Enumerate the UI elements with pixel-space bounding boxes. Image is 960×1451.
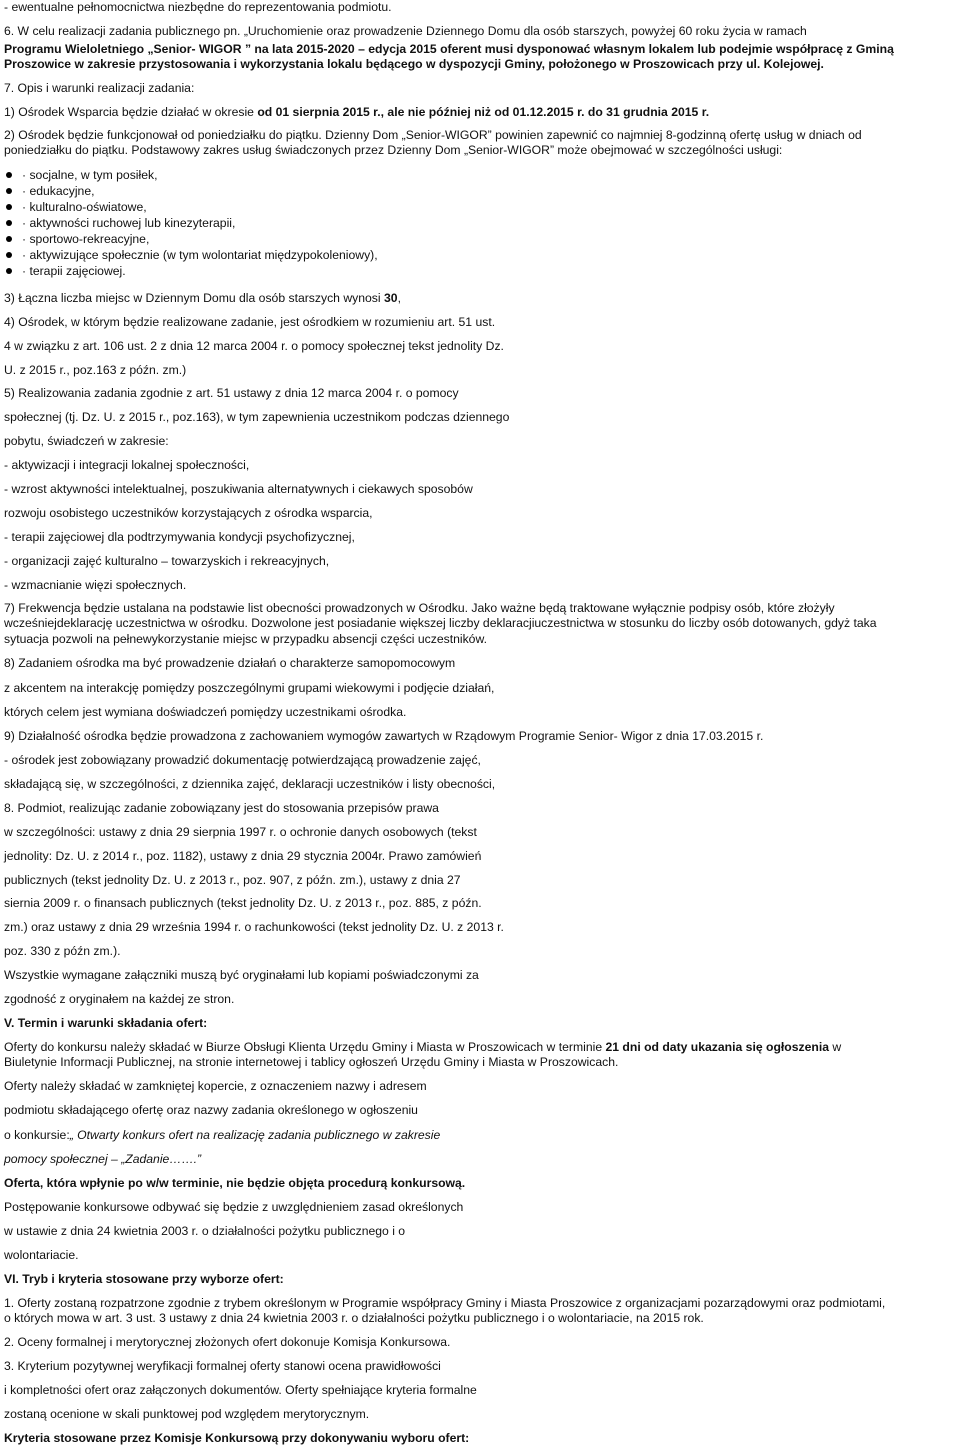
text-line: - ewentualne pełnomocnictwa niezbędne do reprezentowania podmiotu. <box>4 0 392 14</box>
text-line: zostaną ocenione w skali punktowej pod względem merytorycznym. <box>4 1407 370 1421</box>
text-line: o których mowa w art. 3 ust. 3 ustawy z dnia 24 kwietnia 2003 r. o działalności pożytku publicznego i o wolontariacie, na 2015 rok. <box>4 1311 704 1325</box>
text-line: - wzmacnianie więzi społecznych. <box>4 578 187 592</box>
text-run-bold: 21 dni od daty ukazania się ogłoszenia <box>605 1040 829 1054</box>
text-line: - aktywizacji i integracji lokalnej społeczności, <box>4 458 250 472</box>
text-run: Oferty do konkursu należy składać w Biurze Obsługi Klienta Urzędu Gminy i Miasta w Proszowicach w terminie <box>4 1040 606 1054</box>
text-line <box>4 1128 956 1142</box>
text-line: Kryteria stosowane przez Komisje Konkursową przy dokonywaniu wyboru ofert: <box>4 1431 470 1445</box>
text-line: w ustawie z dnia 24 kwietnia 2003 r. o działalności pożytku publicznego i o <box>4 1224 406 1238</box>
text-run-italic: „ Otwarty konkurs ofert na realizację zadania publicznego w zakresie <box>69 1128 441 1142</box>
text-line: składającą się, w szczególności, z dziennika zajęć, deklaracji uczestników i listy obecności, <box>4 777 496 791</box>
text-line: i kompletności ofert oraz załączonych dokumentów. Oferty spełniające kryteria formalne <box>4 1383 477 1397</box>
text-line: 7. Opis i warunki realizacji zadania: <box>4 81 195 95</box>
bullet-item: · aktywności ruchowej lub kinezyterapii, <box>22 216 236 230</box>
bullet-icon <box>6 220 12 226</box>
text-run-bold: 30 <box>384 291 398 305</box>
text-line <box>4 105 956 119</box>
text-line: Oferty należy składać w zamkniętej kopercie, z oznaczeniem nazwy i adresem <box>4 1079 427 1093</box>
text-run: 1) Ośrodek Wsparcia będzie działać w okresie <box>4 105 258 119</box>
bullet-icon <box>6 236 12 242</box>
text-line: 3. Kryterium pozytywnej weryfikacji formalnej oferty stanowi ocena prawidłowości <box>4 1359 441 1373</box>
bullet-icon <box>6 252 12 258</box>
text-run: w <box>828 1040 842 1054</box>
text-line: Postępowanie konkursowe odbywać się będzie z uwzględnieniem zasad określonych <box>4 1200 464 1214</box>
text-run: o konkursie: <box>4 1128 70 1142</box>
text-line: rozwoju osobistego uczestników korzystających z ośrodka wsparcia, <box>4 506 373 520</box>
text-line: 4) Ośrodek, w którym będzie realizowane zadanie, jest ośrodkiem w rozumieniu art. 51 ust. <box>4 315 496 329</box>
text-line: z akcentem na interakcję pomiędzy poszczególnymi grupami wiekowymi i podjęcie działań, <box>4 681 495 695</box>
text-line: 6. W celu realizacji zadania publicznego pn. „Uruchomienie oraz prowadzenie Dziennego Domu dla osób starszych, powyżej 60 roku życia w ramach <box>4 24 807 38</box>
text-line: w szczególności: ustawy z dnia 29 sierpnia 1997 r. o ochronie danych osobowych (tekst <box>4 825 477 839</box>
text-line: Proszowice w zakresie przystosowania i wykorzystania lokalu będącego w dyspozycji Gminy, położonego w Proszowicach przy ul. Kolejowej. <box>4 57 824 71</box>
text-line: publicznych (tekst jednolity Dz. U. z 2013 r., poz. 907, z późn. zm.), ustawy z dnia 27 <box>4 873 461 887</box>
text-line: pobytu, świadczeń w zakresie: <box>4 434 169 448</box>
text-line: których celem jest wymiana doświadczeń pomiędzy uczestnikami ośrodka. <box>4 705 407 719</box>
bullet-icon <box>6 188 12 194</box>
text-line: - terapii zajęciowej dla podtrzymywania kondycji psychofizycznej, <box>4 530 355 544</box>
text-line: 4 w związku z art. 106 ust. 2 z dnia 12 marca 2004 r. o pomocy społecznej tekst jednolity Dz. <box>4 339 504 353</box>
text-line: 9) Działalność ośrodka będzie prowadzona z zachowaniem wymogów zawartych w Rządowym Programie Senior- Wigor z dnia 17.03.2015 r. <box>4 729 764 743</box>
bullet-item: · terapii zajęciowej. <box>22 264 126 278</box>
text-line <box>4 1040 956 1054</box>
text-run-bold: od 01 sierpnia 2015 r., ale nie później niż od 01.12.2015 r. do 31 grudnia 2015 r. <box>257 105 710 119</box>
bullet-item: · aktywizujące społecznie (w tym wolontariat międzypokoleniowy), <box>22 248 378 262</box>
text-line: poniedziałku do piątku. Podstawowy zakres usług świadczonych przez Dzienny Dom „Senior-WIGOR” może obejmować w szczególności usługi: <box>4 143 783 157</box>
text-line: 2. Oceny formalnej i merytorycznej złożonych ofert dokonuje Komisja Konkursowa. <box>4 1335 451 1349</box>
bullet-item: · kulturalno-oświatowe, <box>22 200 147 214</box>
text-run: 3) Łączna liczba miejsc w Dziennym Domu dla osób starszych wynosi <box>4 291 384 305</box>
text-line: Programu Wieloletniego „Senior- WIGOR ” na lata 2015-2020 – edycja 2015 oferent musi dysponować własnym lokalem lub podejmie współpracę z Gminą <box>4 42 894 56</box>
text-line: podmiotu składającego ofertę oraz nazwy zadania określonego w ogłoszeniu <box>4 1103 418 1117</box>
text-line: Oferta, która wpłynie po w/w terminie, nie będzie objęta procedurą konkursową. <box>4 1176 466 1190</box>
section-heading: VI. Tryb i kryteria stosowane przy wyborze ofert: <box>4 1272 284 1286</box>
text-line: zm.) oraz ustawy z dnia 29 września 1994 r. o rachunkowości (tekst jednolity Dz. U. z 2013 r. <box>4 920 504 934</box>
bullet-item: · edukacyjne, <box>22 184 95 198</box>
text-line: wcześniejdeklarację uczestnictwa w ośrodku. Dozwolone jest posiadanie większej liczby deklaracjiuczestnictwa w stosunku do liczby osób dotowanych, gdyż taka <box>4 616 877 630</box>
bullet-icon <box>6 172 12 178</box>
text-line: 1. Oferty zostaną rozpatrzone zgodnie z trybem określonym w Programie współpracy Gminy i Miasta Proszowice z organizacjami pozarządowymi oraz podmiotami, <box>4 1296 886 1310</box>
bullet-item: · socjalne, w tym posiłek, <box>22 168 158 182</box>
text-line: wolontariacie. <box>4 1248 79 1262</box>
text-line: pomocy społecznej – „Zadanie…….” <box>4 1152 202 1166</box>
text-line: poz. 330 z późn zm.). <box>4 944 121 958</box>
text-line: - wzrost aktywności intelektualnej, poszukiwania alternatywnych i ciekawych sposobów <box>4 482 473 496</box>
text-run: , <box>397 291 401 305</box>
section-heading: V. Termin i warunki składania ofert: <box>4 1016 208 1030</box>
bullet-icon <box>6 268 12 274</box>
text-line: jednolity: Dz. U. z 2014 r., poz. 1182), ustawy z dnia 29 stycznia 2004r. Prawo zamówień <box>4 849 482 863</box>
text-line: sytuacja pozwoli na pełnewykorzystanie miejsc w przypadku absencji części uczestników. <box>4 632 487 646</box>
text-line: 7) Frekwencja będzie ustalana na podstawie list obecności prowadzonych w Ośrodku. Jako ważne będą traktowane wyłącznie podpisy osób, które złożyły <box>4 601 835 615</box>
text-line: siernia 2009 r. o finansach publicznych (tekst jednolity Dz. U. z 2013 r., poz. 885, z późn. <box>4 896 482 910</box>
text-line: społecznej (tj. Dz. U. z 2015 r., poz.163), w tym zapewnienia uczestnikom podczas dziennego <box>4 410 510 424</box>
text-line: 2) Ośrodek będzie funkcjonował od poniedziałku do piątku. Dzienny Dom „Senior-WIGOR” powinien zapewnić co najmniej 8-godzinną ofertę usług w dniach od <box>4 128 862 142</box>
text-line: U. z 2015 r., poz.163 z późn. zm.) <box>4 363 187 377</box>
text-line: 5) Realizowania zadania zgodnie z art. 51 ustawy z dnia 12 marca 2004 r. o pomocy <box>4 386 459 400</box>
bullet-item: · sportowo-rekreacyjne, <box>22 232 150 246</box>
text-line: - ośrodek jest zobowiązany prowadzić dokumentację potwierdzającą prowadzenie zajęć, <box>4 753 481 767</box>
text-line <box>4 291 956 305</box>
text-line: Biuletynie Informacji Publicznej, na stronie internetowej i tablicy ogłoszeń Urzędu Gminy i Miasta w Proszowicach. <box>4 1055 619 1069</box>
text-line: 8. Podmiot, realizując zadanie zobowiązany jest do stosowania przepisów prawa <box>4 801 439 815</box>
text-line: zgodność z oryginałem na każdej ze stron. <box>4 992 235 1006</box>
text-line: - organizacji zajęć kulturalno – towarzyskich i rekreacyjnych, <box>4 554 330 568</box>
text-line: Wszystkie wymagane załączniki muszą być oryginałami lub kopiami poświadczonymi za <box>4 968 479 982</box>
text-line: 8) Zadaniem ośrodka ma być prowadzenie działań o charakterze samopomocowym <box>4 656 456 670</box>
bullet-icon <box>6 204 12 210</box>
